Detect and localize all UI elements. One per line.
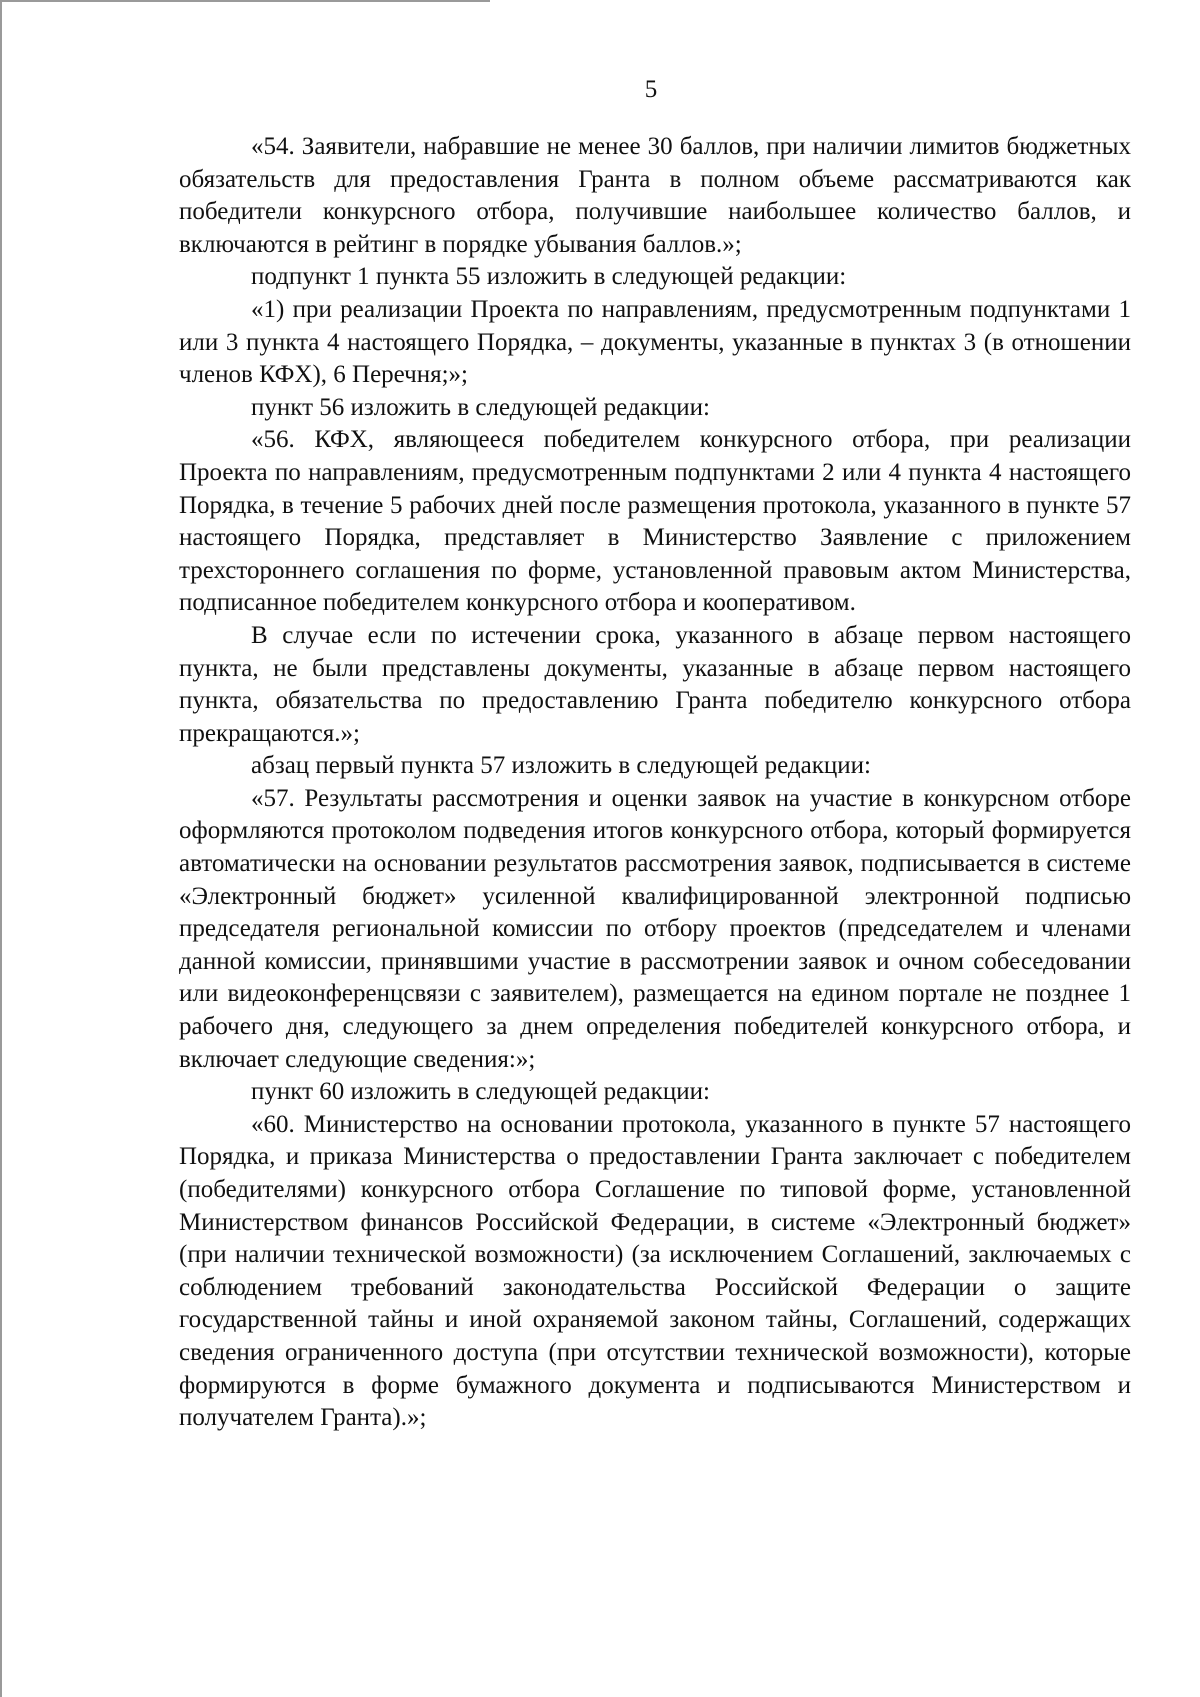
paragraph-56: «56. КФХ, являющееся победителем конкурсного отбора, при реализации Проекта по направлениям, предусмотренным подпунктами 2 или 4 пункта 4 настоящего Порядка, в течение 5 рабочих дней после размещения протокола, указанного в пункте 57 настоящего Порядка, представляет в Министерство Заявление с приложением трехстороннего соглашения по форме, установленной правовым актом Министерства, подписанное победителем конкурсного отбора и кооперативом. (179, 426, 1131, 617)
paragraph-instruction-56: пункт 56 изложить в следующей редакции: (251, 393, 710, 421)
paragraph-57: «57. Результаты рассмотрения и оценки заявок на участие в конкурсном отборе оформляются протоколом подведения итогов конкурсного отбора, который формируется автоматически на основании результатов рассмотрения заявок, подписывается в системе «Электронный бюджет» усиленной квалифицированной электронной подписью председателя региональной комиссии по отбору проектов (председателем и членами данной комиссии, принявшими участие в рассмотрении заявок и очном собеседовании или видеоконференцсвязи с заявителем), размещается на едином портале не позднее 1 рабочего дня, следующего за днем определения победителей конкурсного отбора, и включает следующие сведения:»; (179, 784, 1131, 1073)
paragraph-55-subitem-1: «1) при реализации Проекта по направлениям, предусмотренным подпунктами 1 или 3 пункта 4 настоящего Порядка, – документы, указанные в пунктах 3 (в отношении членов КФХ), 6 Перечня;»; (179, 295, 1131, 389)
paragraph-54: «54. Заявители, набравшие не менее 30 баллов, при наличии лимитов бюджетных обязательств для предоставления Гранта в полном объеме рассматриваются как победители конкурсного отбора, получившие наибольшее количество баллов, и включаются в рейтинг в порядке убывания баллов.»; (179, 133, 1131, 258)
page-number: 5 (644, 76, 658, 103)
paragraph-instruction-55: подпункт 1 пункта 55 изложить в следующей редакции: (251, 263, 847, 291)
scan-border-top (0, 0, 490, 2)
scan-border-left (0, 0, 2, 1697)
paragraph-instruction-60: пункт 60 изложить в следующей редакции: (251, 1078, 710, 1106)
paragraph-instruction-57: абзац первый пункта 57 изложить в следующей редакции: (251, 752, 871, 780)
document-body (179, 131, 1131, 1435)
paragraph-56-part-2: В случае если по истечении срока, указанного в абзаце первом настоящего пункта, не были представлены документы, указанные в абзаце первом настоящего пункта, обязательства по предоставлению Гранта победителю конкурсного отбора прекращаются.»; (179, 621, 1131, 747)
paragraph-60: «60. Министерство на основании протокола, указанного в пункте 57 настоящего Порядка, и приказа Министерства о предоставлении Гранта заключает с победителем (победителями) конкурсного отбора Соглашение по типовой форме, установленной Министерством финансов Российской Федерации, в системе «Электронный бюджет» (при наличии технической возможности) (за исключением Соглашений, заключаемых с соблюдением требований законодательства Российской Федерации о защите государственной тайны и иной охраняемой законом тайны, Соглашений, содержащих сведения ограниченного доступа (при отсутствии технической возможности), которые формируются в форме бумажного документа и подписываются Министерством и получателем Гранта).»; (179, 1110, 1131, 1432)
